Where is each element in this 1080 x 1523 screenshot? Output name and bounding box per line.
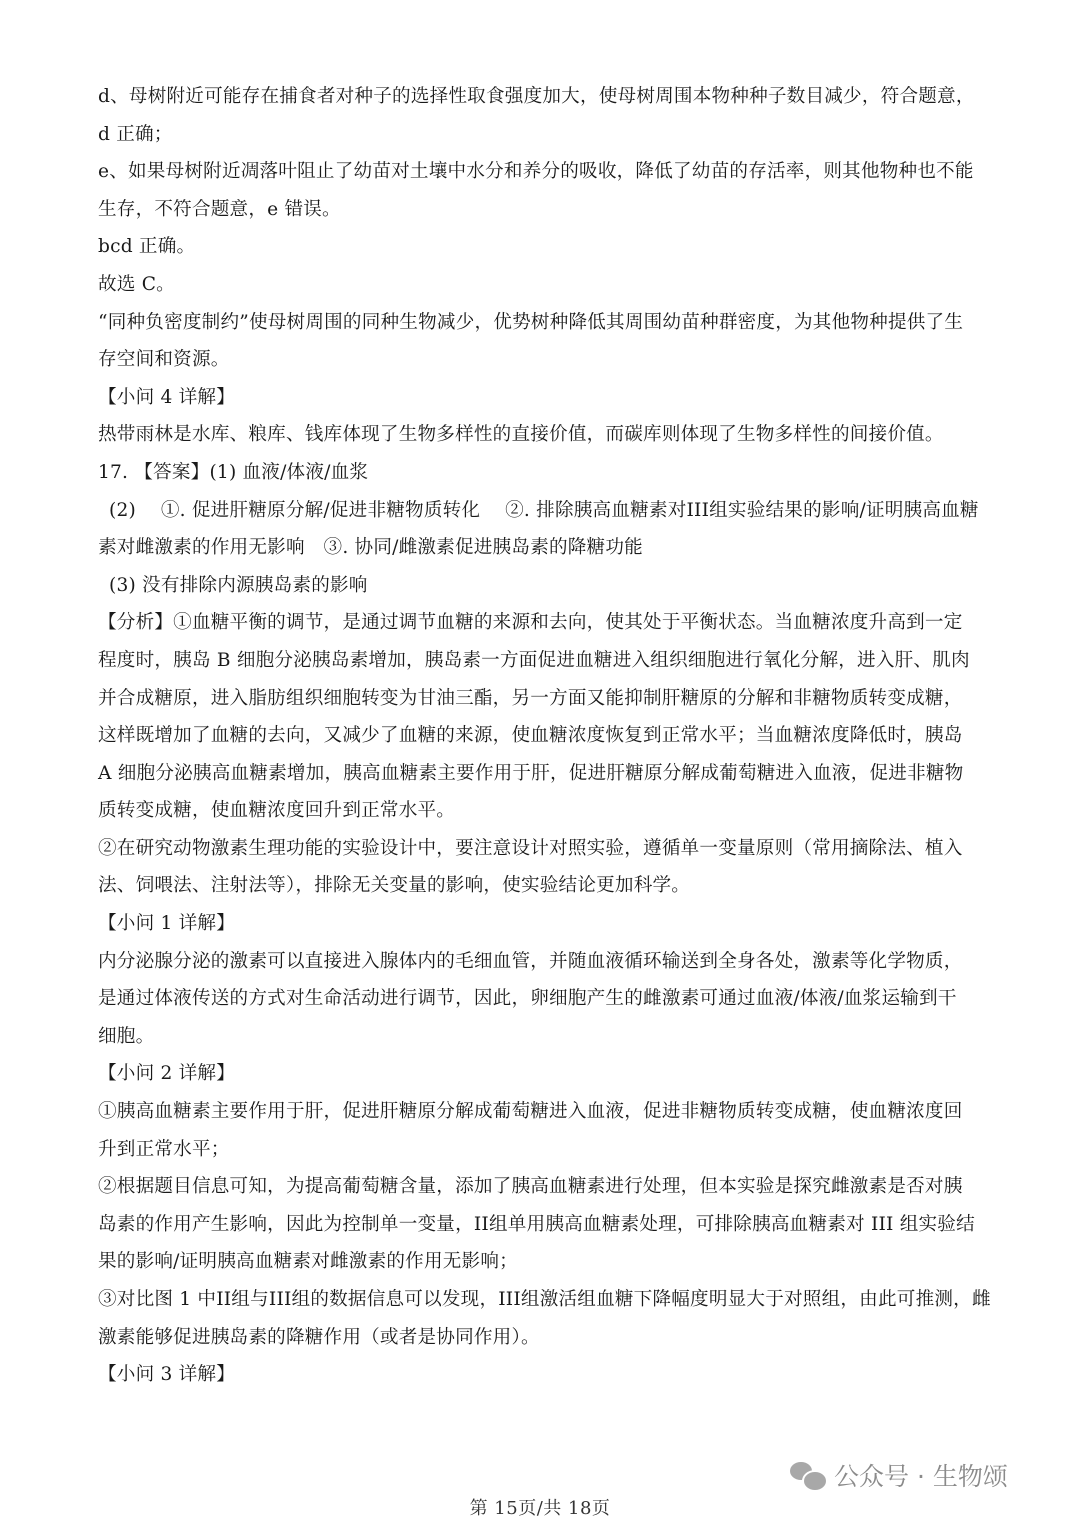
text-line: bcd 正确。 <box>98 236 196 258</box>
text-line: d、母树附近可能存在捕食者对种子的选择性取食强度加大，使母树周围本物种种子数目减少，符合题意， <box>98 86 975 107</box>
text-line: 并合成糖原，进入脂肪组织细胞转变为甘油三酯，另一方面又能抑制肝糖原的分解和非糖物质转变成糖， <box>98 687 963 709</box>
section-heading: 【小问 2 详解】 <box>98 1063 236 1085</box>
text-line: 升到正常水平； <box>98 1138 230 1160</box>
text-line: 质转变成糖，使血糖浓度回升到正常水平。 <box>98 800 456 822</box>
page-number: 第 15页/共 18页 <box>469 1498 611 1519</box>
text-line: 细胞。 <box>98 1025 155 1047</box>
text-line: 这样既增加了血糖的去向，又减少了血糖的来源，使血糖浓度恢复到正常水平；当血糖浓度降低时，胰岛 <box>98 725 963 747</box>
section-heading: 【小问 3 详解】 <box>98 1364 236 1386</box>
answer-heading: 17. 【答案】(1) 血液/体液/血浆 <box>98 461 369 483</box>
text-line: 故选 C。 <box>98 273 175 295</box>
text-line: 程度时，胰岛 B 细胞分泌胰岛素增加，胰岛素一方面促进血糖进入组织细胞进行氧化分解，进入肝、肌肉 <box>98 649 970 671</box>
text-line: “同种负密度制约”使母树周围的同种生物减少，优势树种降低其周围幼苗种群密度，为其他物种提供了生 <box>98 311 964 333</box>
text-line: 生存，不符合题意，e 错误。 <box>98 198 341 220</box>
analysis-heading: 【分析】①血糖平衡的调节，是通过调节血糖的来源和去向，使其处于平衡状态。当血糖浓度升高到一定 <box>98 612 963 634</box>
text-line: 内分泌腺分泌的激素可以直接进入腺体内的毛细血管，并随血液循环输送到全身各处，激素等化学物质， <box>98 950 963 972</box>
text-line: 果的影响/证明胰高血糖素对雌激素的作用无影响； <box>98 1251 518 1273</box>
text-line: ①胰高血糖素主要作用于肝，促进肝糖原分解成葡萄糖进入血液，促进非糖物质转变成糖，使血糖浓度回 <box>98 1101 963 1123</box>
wechat-icon <box>790 1460 824 1490</box>
watermark <box>790 1455 1008 1495</box>
text-line: 激素能够促进胰岛素的降糖作用（或者是协同作用）。 <box>98 1326 540 1348</box>
section-heading: 【小问 4 详解】 <box>98 386 236 408</box>
text-line: (3) 没有排除内源胰岛素的影响 <box>109 574 368 596</box>
text-line: ②根据题目信息可知，为提高葡萄糖含量，添加了胰高血糖素进行处理，但本实验是探究雌激素是否对胰 <box>98 1176 963 1198</box>
text-line: 存空间和资源。 <box>98 349 230 371</box>
document-body <box>98 78 991 1394</box>
text-line: A 细胞分泌胰高血糖素增加，胰高血糖素主要作用于肝，促进肝糖原分解成葡萄糖进入血液，促进非糖物 <box>98 762 964 784</box>
text-line: ③对比图 1 中II组与III组的数据信息可以发现，III组激活组血糖下降幅度明显大于对照组，由此可推测，雌 <box>98 1289 991 1310</box>
section-heading: 【小问 1 详解】 <box>98 913 236 935</box>
text-line: 是通过体液传送的方式对生命活动进行调节，因此，卵细胞产生的雌激素可通过血液/体液/血浆运输到干 <box>98 988 957 1010</box>
text-line: 岛素的作用产生影响，因此为控制单一变量，II组单用胰高血糖素处理，可排除胰高血糖素对 III 组实验结 <box>98 1213 975 1235</box>
text-line: 热带雨林是水库、粮库、钱库体现了生物多样性的直接价值，而碳库则体现了生物多样性的间接价值。 <box>98 424 944 446</box>
watermark-label: 公众号 · 生物颂 <box>834 1462 1008 1491</box>
text-line: e、如果母树附近凋落叶阻止了幼苗对土壤中水分和养分的吸收，降低了幼苗的存活率，则其他物种也不能 <box>98 161 974 183</box>
text-line: 素对雌激素的作用无影响 ③. 协同/雌激素促进胰岛素的降糖功能 <box>98 537 643 559</box>
text-line: (2) ①. 促进肝糖原分解/促进非糖物质转化 ②. 排除胰高血糖素对III组实验结果的影响/证明胰高血糖 <box>109 499 979 521</box>
text-line: d 正确； <box>98 123 173 145</box>
text-line: 法、饲喂法、注射法等），排除无关变量的影响，使实验结论更加科学。 <box>98 875 691 897</box>
text-line: ②在研究动物激素生理功能的实验设计中，要注意设计对照实验，遵循单一变量原则（常用摘除法、植入 <box>98 837 963 859</box>
